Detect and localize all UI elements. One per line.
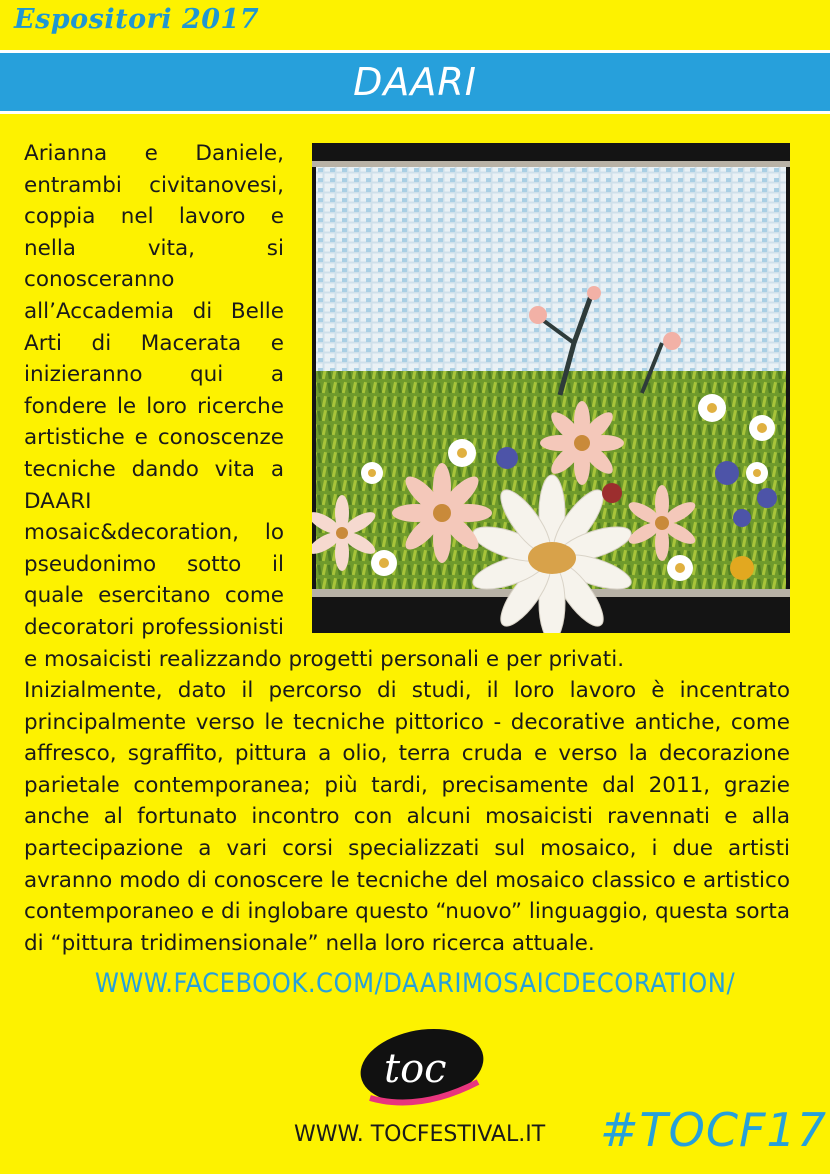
description-paragraph-2: Inizialmente, dato il percorso di studi, il loro lavoro è incentrato principalmente verso le tecniche pittorico - decorative antiche, come affresco, sgraffito, pittura a olio, terra cruda e verso la decorazione parietale contemporanea; più tardi, precisamente dal 2011, grazie anche al fortunato incontro con alcuni mosaicisti ravennati e alla partecipazione a vari corsi specializzati sul mosaico, i due artisti avranno modo di conoscere le tecniche del mosaico classico e artistico contemporaneo e di inglobare questo “nuovo” linguaggio, questa sorta di “pittura tridimensionale” nella loro ricerca attuale. [24,678,790,956]
page-header-title: Espositori 2017 [14,4,260,35]
logo-text: toc [384,1046,447,1092]
festival-website[interactable]: WWW. TOCFESTIVAL.IT [294,1122,546,1147]
description [24,138,790,959]
mosaic-image [312,143,790,633]
exhibitor-banner [0,50,830,114]
festival-hashtag: #TOCF17 [600,1103,827,1157]
exhibitor-name: DAARI [353,60,477,104]
toc-logo-icon [350,1020,490,1120]
facebook-link[interactable]: WWW.FACEBOOK.COM/DAARIMOSAICDECORATION/ [94,968,736,999]
description-paragraph-1: Arianna e Daniele, entrambi civitanovesi, coppia nel lavoro e nella vita, si conosceranno all’Accademia di Belle Arti di Macerata e inizieranno qui a fondere le loro ricerche artistiche e conoscenze tecniche dando vita a DAARI mosaic&decoration, lo pseudonimo sotto il quale esercitano come decoratori professionisti e mosaicisti realizzando progetti personali e per privati. [24,141,625,672]
mosaic-artwork-icon [312,143,790,633]
toc-logo [350,1020,490,1120]
